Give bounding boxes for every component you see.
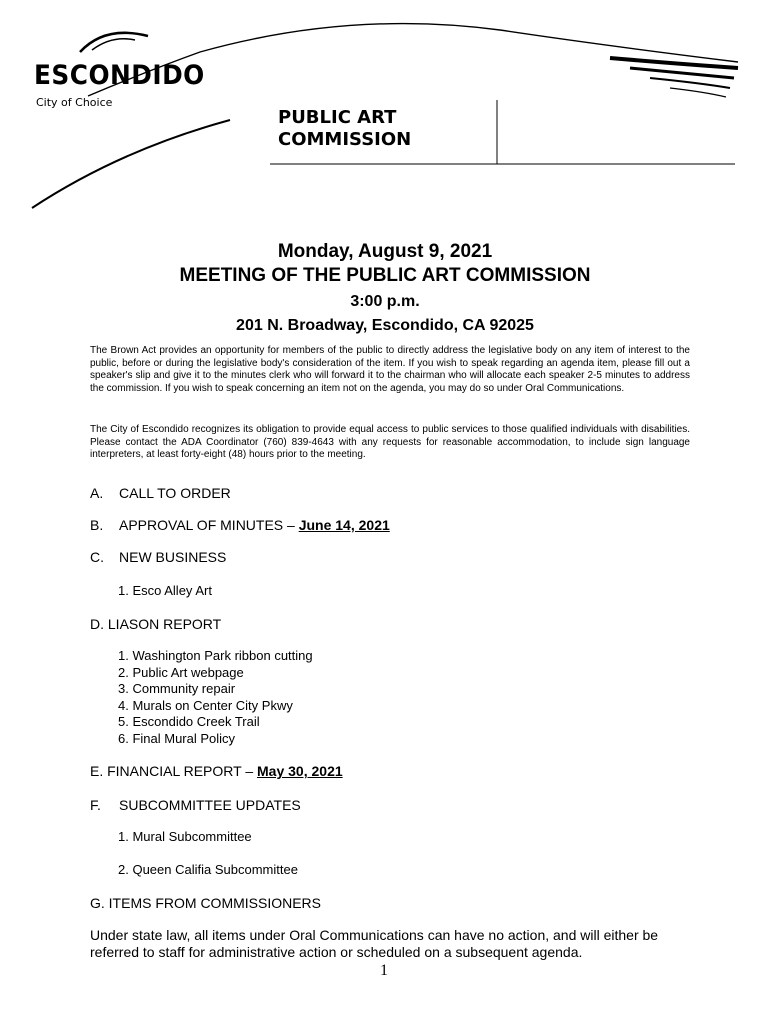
- agenda-item-d: [90, 616, 221, 633]
- subcommittee-list-2: [118, 862, 298, 879]
- list-item: 6. Final Mural Policy: [118, 730, 236, 746]
- list-item: 3. Community repair: [118, 681, 236, 696]
- agenda-item-g: [90, 895, 321, 912]
- commission-line-1: PUBLIC ART: [278, 107, 397, 128]
- brown-act-paragraph: The Brown Act provides an opportunity for members of the public to directly address the legislative body on any item of interest to the public, before or during the legislative body's consideration of the item. If you wish to speak regarding an agenda item, please fill out a speaker's slip and give it to the minutes clerk who will forward it to the chairman who will allocate each speaker 2-5 minutes to address the commission. If you wish to speak concerning an item not on the agenda, you may do so under Oral Communications.: [90, 345, 690, 394]
- meeting-time: 3:00 p.m.: [350, 293, 420, 310]
- list-item: 2. Queen Califia Subcommittee: [118, 862, 298, 877]
- list-item: 1. Esco Alley Art: [118, 583, 212, 598]
- agenda-item-label: NEW BUSINESS: [119, 549, 227, 565]
- commission-line-2: COMMISSION: [278, 129, 412, 150]
- logo-tagline: City of Choice: [36, 96, 113, 109]
- list-item: 2. Public Art webpage: [118, 664, 244, 680]
- list-item: 1. Mural Subcommittee: [118, 829, 252, 844]
- financial-report-date: May 30, 2021: [257, 763, 343, 779]
- meeting-title: MEETING OF THE PUBLIC ART COMMISSION: [179, 265, 591, 286]
- agenda-item-label: E. FINANCIAL REPORT –: [90, 763, 258, 779]
- agenda-item-label: CALL TO ORDER: [119, 485, 231, 501]
- new-business-list: [118, 583, 212, 600]
- list-item: 5. Escondido Creek Trail: [118, 714, 260, 729]
- page-number: 1: [380, 962, 388, 979]
- list-item: 1. Washington Park ribbon cutting: [118, 648, 313, 663]
- agenda-letter: C.: [90, 549, 104, 565]
- agenda-item-label: APPROVAL OF MINUTES –: [119, 517, 299, 533]
- agenda-letter: A.: [90, 485, 104, 501]
- logo-wordmark: ESCONDIDO: [34, 60, 205, 91]
- meeting-title-block: [0, 240, 770, 338]
- agenda-letter: B.: [90, 517, 104, 533]
- meeting-date: Monday, August 9, 2021: [277, 241, 493, 262]
- agenda-item-label: G. ITEMS FROM COMMISSIONERS: [90, 895, 322, 911]
- agenda-item-c: [90, 549, 226, 566]
- agenda-item-e: [90, 763, 343, 780]
- agenda-item-label: D. LIASON REPORT: [90, 616, 222, 632]
- minutes-date: June 14, 2021: [298, 517, 390, 533]
- agenda-item-f: [90, 797, 301, 814]
- oral-communications-note: Under state law, all items under Oral Communications can have no action, and will either be referred to staff for administrative action or scheduled on a subsequent agenda.: [90, 927, 659, 960]
- agenda-item-label: SUBCOMMITTEE UPDATES: [119, 797, 301, 813]
- liason-report-list: [118, 648, 313, 747]
- list-item: 4. Murals on Center City Pkwy: [118, 697, 293, 713]
- meeting-address: 201 N. Broadway, Escondido, CA 92025: [236, 317, 534, 334]
- subcommittee-list: [118, 829, 252, 846]
- ada-paragraph: The City of Escondido recognizes its obligation to provide equal access to public services to those qualified individuals with disabilities. Please contact the ADA Coordinator (760) 839-4643 with any requests for reasonable accommodation, to include sign language interpreters, at least forty-eight (48) hours prior to the meeting.: [90, 424, 690, 461]
- agenda-letter: F.: [90, 797, 101, 813]
- agenda-item-b: [90, 517, 390, 534]
- agenda-item-a: [90, 485, 231, 502]
- commission-heading: [278, 107, 411, 151]
